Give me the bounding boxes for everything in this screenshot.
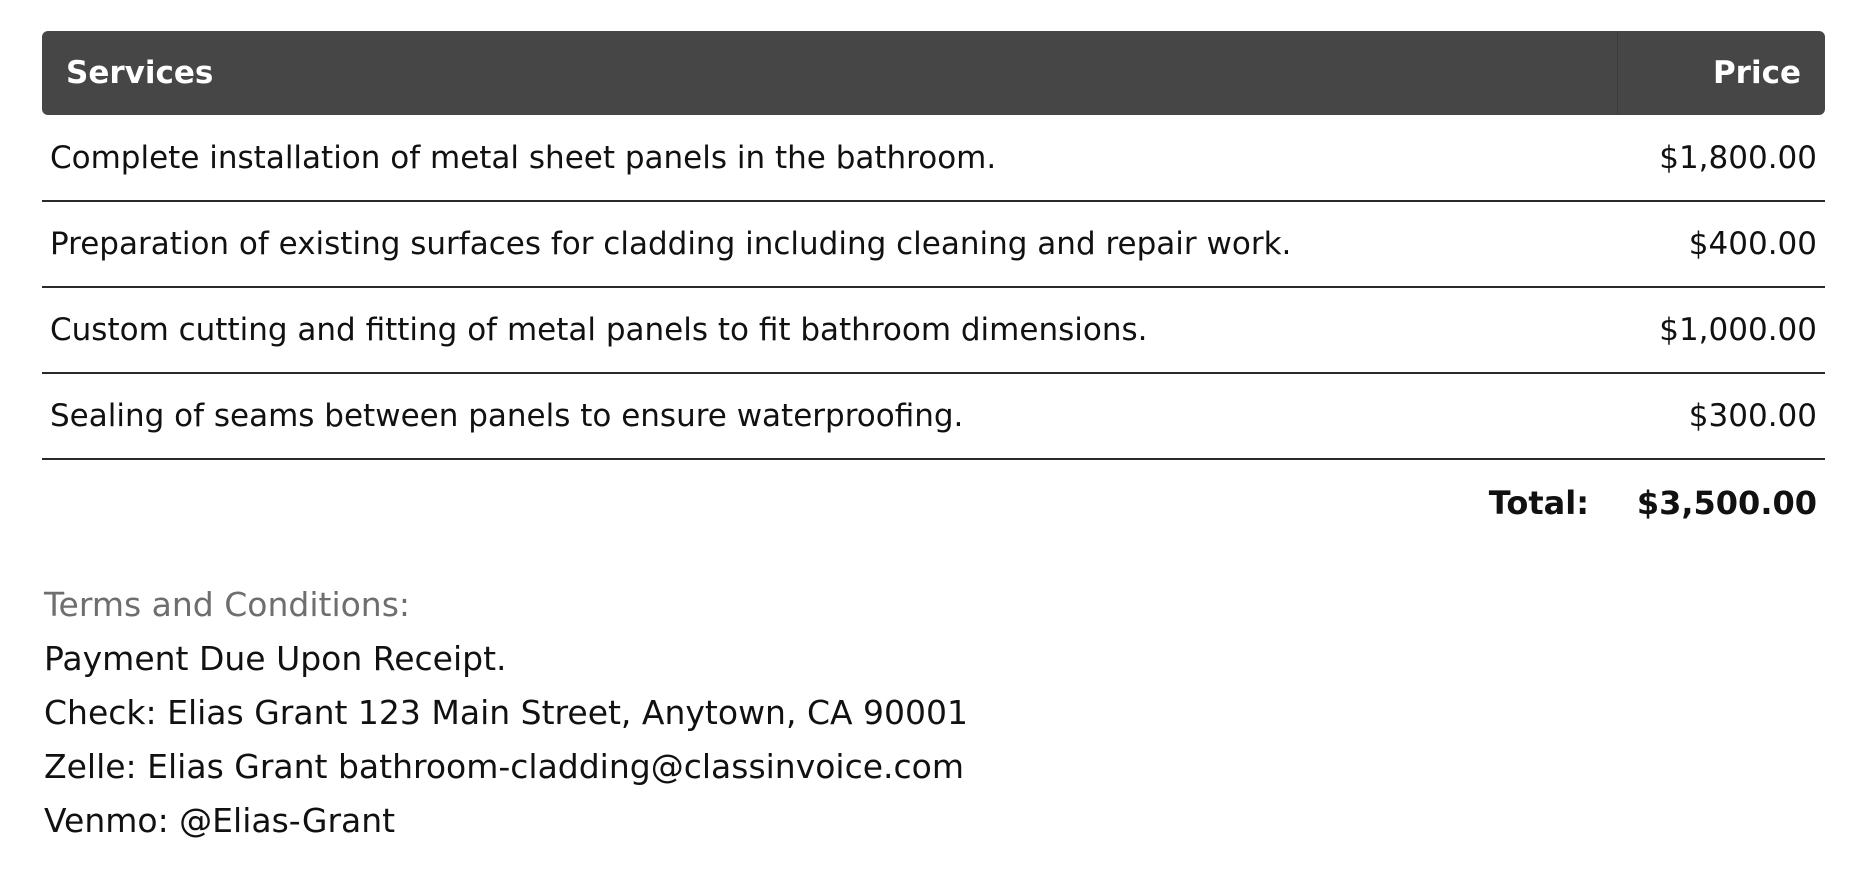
- table-body: [42, 115, 1825, 545]
- payment-due-line: Payment Due Upon Receipt.: [44, 639, 507, 678]
- service-description: Custom cutting and fitting of metal panels to fit bathroom dimensions.: [42, 287, 1617, 373]
- service-description: Complete installation of metal sheet panels in the bathroom.: [42, 115, 1617, 201]
- table-header-row: [42, 31, 1825, 115]
- service-description: Preparation of existing surfaces for cladding including cleaning and repair work.: [42, 201, 1617, 287]
- check-payment-line: Check: Elias Grant 123 Main Street, Anytown, CA 90001: [44, 693, 969, 732]
- service-price: $1,000.00: [1617, 287, 1825, 373]
- table-row: [42, 115, 1825, 201]
- venmo-payment-line: Venmo: @Elias-Grant: [44, 801, 396, 840]
- table-row: [42, 201, 1825, 287]
- service-price: $400.00: [1617, 201, 1825, 287]
- service-price: $300.00: [1617, 373, 1825, 459]
- invoice-services-section: [42, 31, 1825, 545]
- service-price: $1,800.00: [1617, 115, 1825, 201]
- total-row: [42, 459, 1825, 545]
- table-row: [42, 373, 1825, 459]
- terms-heading: Terms and Conditions:: [44, 585, 411, 624]
- table-row: [42, 287, 1825, 373]
- services-table: [42, 31, 1825, 545]
- service-description: Sealing of seams between panels to ensure waterproofing.: [42, 373, 1617, 459]
- total-value: $3,500.00: [1636, 483, 1817, 522]
- services-column-header: Services: [42, 31, 1617, 115]
- terms-and-conditions: [44, 578, 968, 848]
- zelle-payment-line: Zelle: Elias Grant bathroom-cladding@classinvoice.com: [44, 747, 965, 786]
- table-header: [42, 31, 1825, 115]
- total-label: Total:: [1488, 483, 1589, 522]
- price-column-header: Price: [1617, 31, 1825, 115]
